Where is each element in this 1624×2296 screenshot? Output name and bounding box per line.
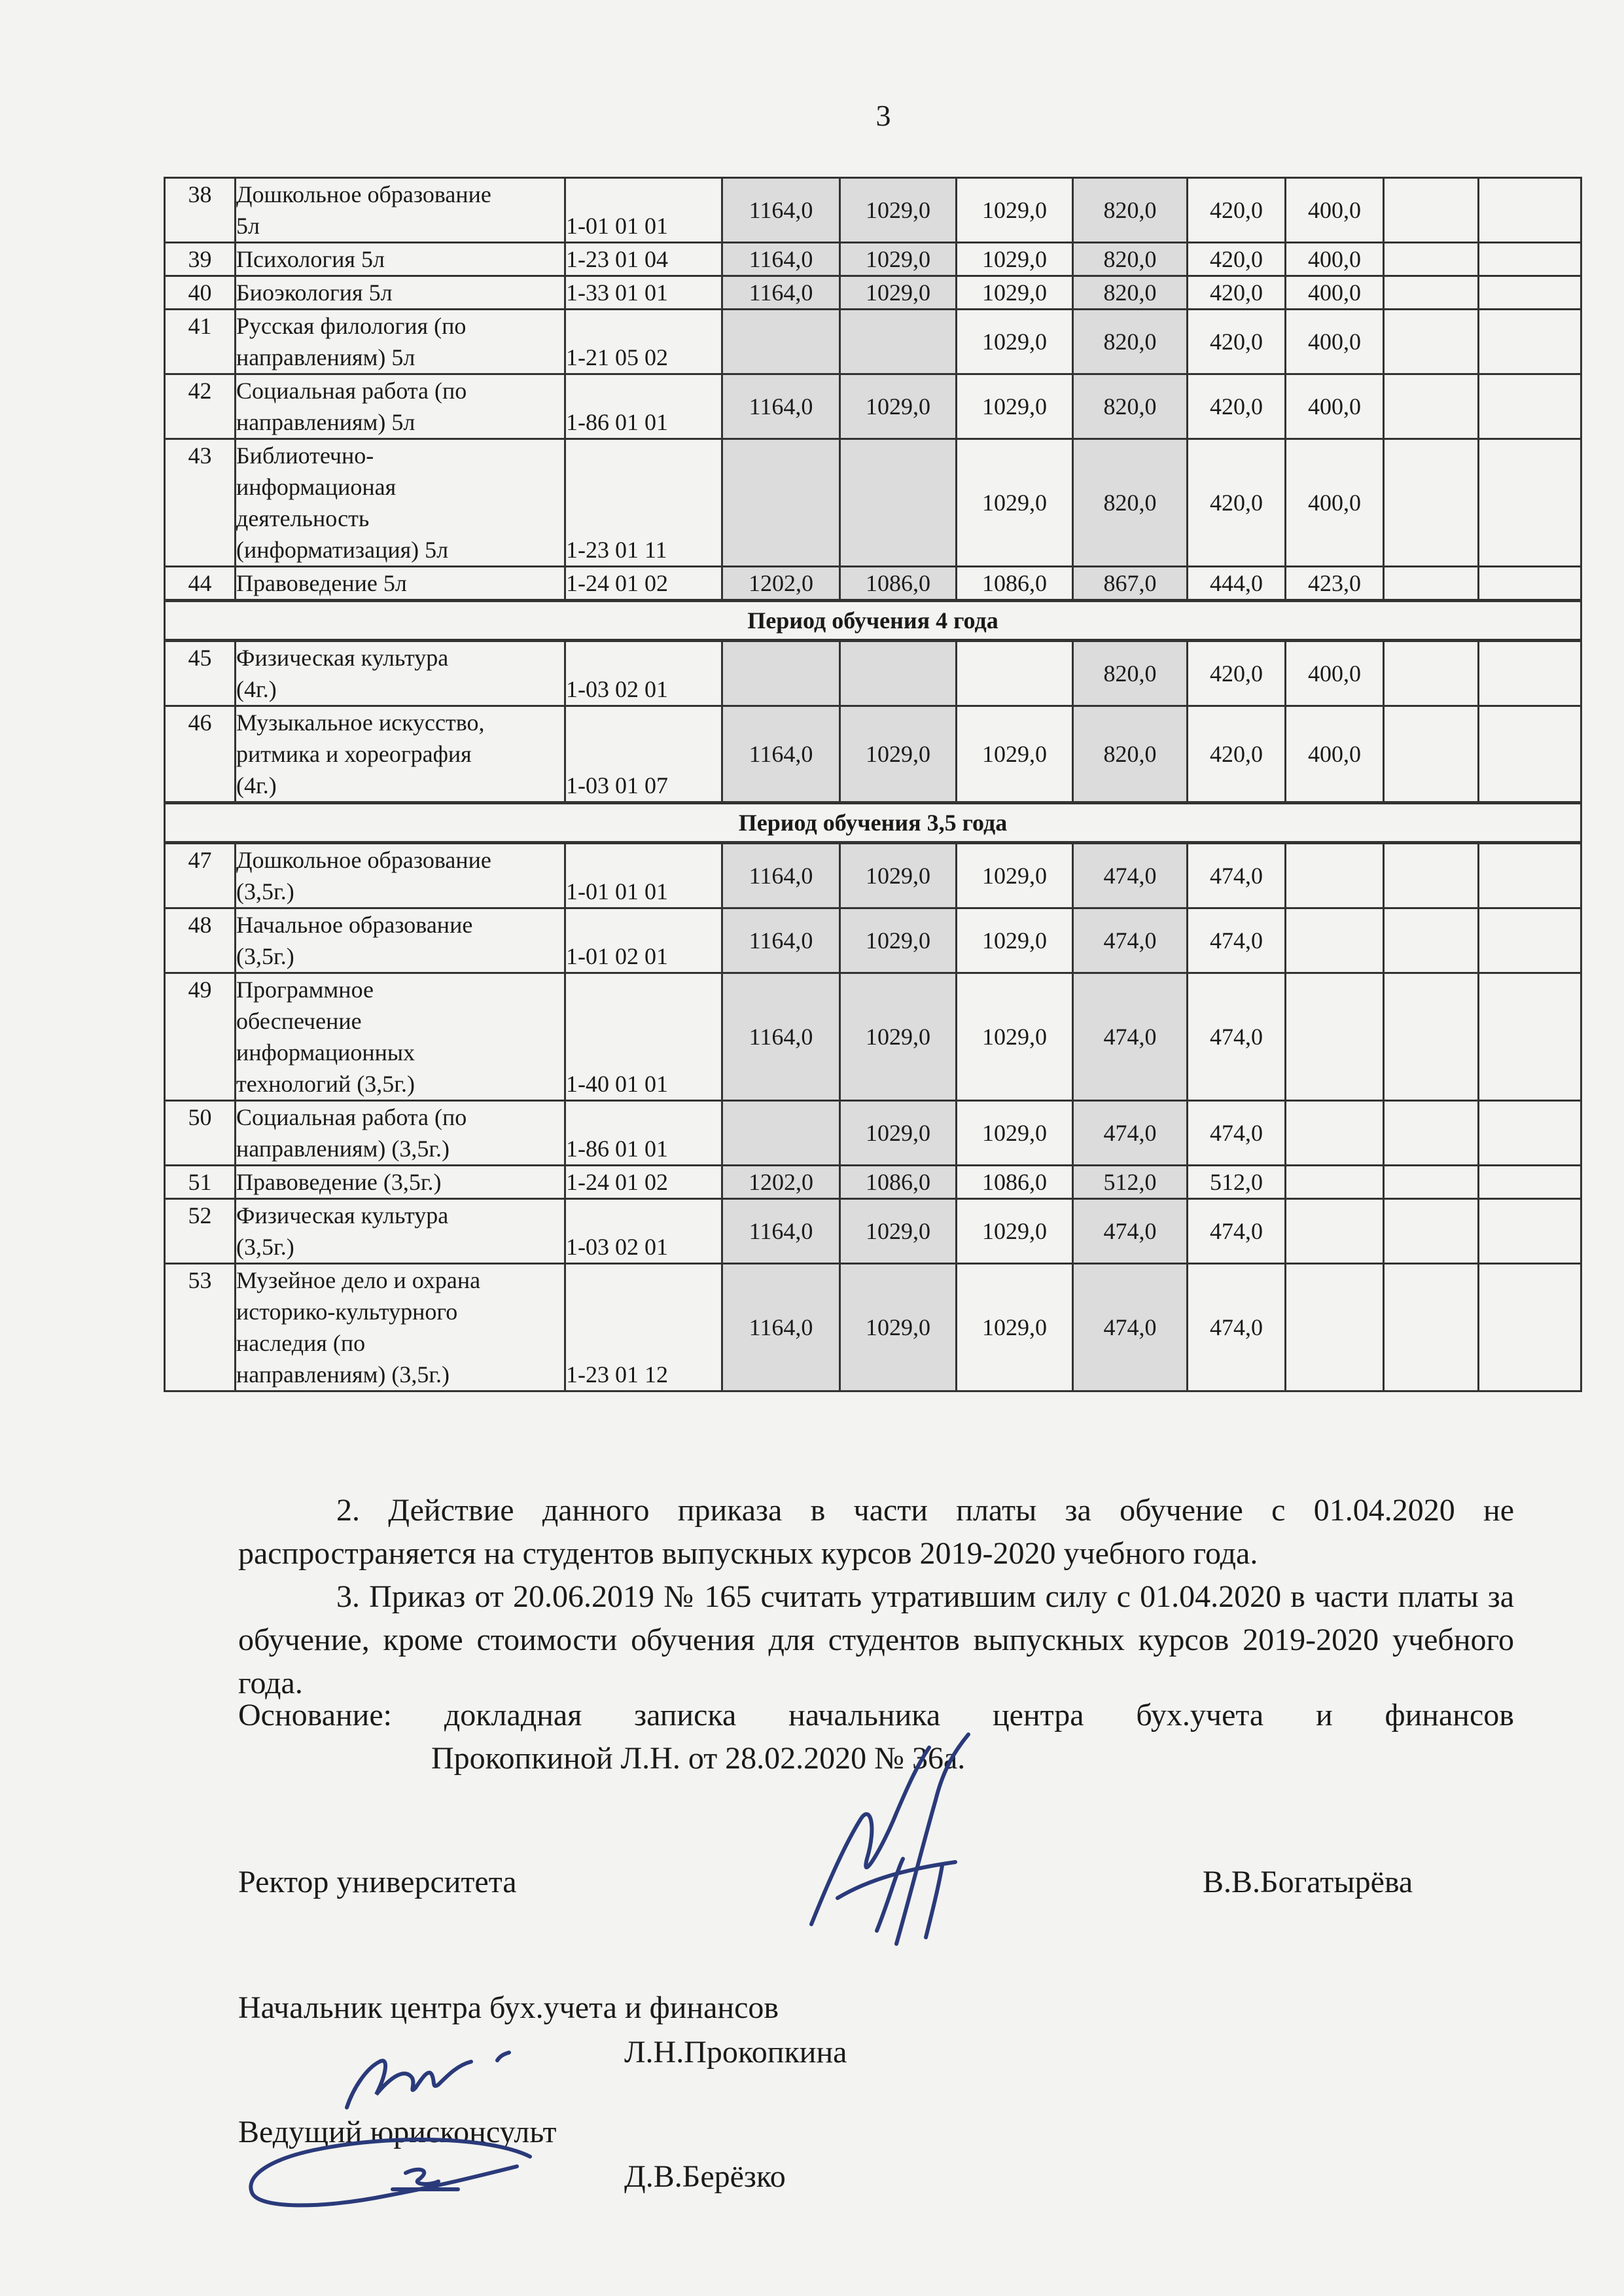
fee-cell: 820,0 xyxy=(1073,641,1188,706)
fee-cell xyxy=(1286,1264,1384,1391)
specialty-name-line: (информатизация) 5л xyxy=(236,537,449,563)
fee-cell xyxy=(1384,1264,1479,1391)
fee-cell xyxy=(1479,374,1581,439)
fee-cell xyxy=(1286,1166,1384,1199)
basis-word: докладная xyxy=(444,1698,582,1732)
fee-cell: 420,0 xyxy=(1188,310,1286,374)
specialty-name-line: Музыкальное искусство, xyxy=(236,709,485,736)
fee-cell xyxy=(1384,706,1479,803)
row-number: 50 xyxy=(165,1101,236,1166)
fee-cell: 820,0 xyxy=(1073,374,1188,439)
table-row xyxy=(165,178,1581,243)
specialty-name-line: Русская филология (по xyxy=(236,313,467,339)
table-row xyxy=(165,843,1581,908)
fee-cell: 1029,0 xyxy=(957,908,1073,973)
fee-cell: 1202,0 xyxy=(722,567,840,601)
specialty-code: 1-23 01 11 xyxy=(565,439,722,567)
specialty-name xyxy=(236,908,565,973)
specialty-name xyxy=(236,243,565,276)
specialty-name xyxy=(236,1166,565,1199)
row-number: 44 xyxy=(165,567,236,601)
fee-cell: 400,0 xyxy=(1286,641,1384,706)
row-number: 47 xyxy=(165,843,236,908)
fee-cell: 1029,0 xyxy=(840,178,957,243)
paragraph-2: 2. Действие данного приказа в части платы за обучение с 01.04.2020 не распространяется на студентов выпускных курсов 2019-2020 учебного года. xyxy=(238,1493,1514,1571)
specialty-code: 1-03 01 07 xyxy=(565,706,722,803)
fee-cell: 1164,0 xyxy=(722,243,840,276)
specialty-name-line: наследия (по xyxy=(236,1330,366,1356)
fee-cell: 820,0 xyxy=(1073,276,1188,310)
row-number: 45 xyxy=(165,641,236,706)
fee-cell: 420,0 xyxy=(1188,178,1286,243)
fee-cell: 1029,0 xyxy=(957,1199,1073,1264)
row-number: 48 xyxy=(165,908,236,973)
fee-cell xyxy=(1384,843,1479,908)
period-label: Период обучения 3,5 года xyxy=(165,803,1581,843)
table-row xyxy=(165,276,1581,310)
fee-cell xyxy=(957,641,1073,706)
fee-cell xyxy=(1479,1166,1581,1199)
fee-cell: 1029,0 xyxy=(957,706,1073,803)
fee-cell: 1029,0 xyxy=(840,276,957,310)
table-row xyxy=(165,310,1581,374)
fee-cell: 1164,0 xyxy=(722,973,840,1101)
fee-cell: 420,0 xyxy=(1188,706,1286,803)
paragraph-3: 3. Приказ от 20.06.2019 № 165 считать утратившим силу с 01.04.2020 в части платы за обучение, кроме стоимости обучения для студентов выпускных курсов 2019-2020 учебного года. xyxy=(238,1579,1514,1700)
specialty-name-line: Программное xyxy=(236,977,374,1003)
fee-cell xyxy=(1286,973,1384,1101)
fee-cell xyxy=(1384,908,1479,973)
fee-cell xyxy=(722,439,840,567)
specialty-name-line: Биоэкология 5л xyxy=(236,279,393,306)
specialty-name xyxy=(236,1264,565,1391)
specialty-name xyxy=(236,374,565,439)
fee-cell xyxy=(722,310,840,374)
fee-cell: 1164,0 xyxy=(722,1199,840,1264)
row-number: 39 xyxy=(165,243,236,276)
basis-word: и xyxy=(1316,1698,1333,1732)
fee-cell xyxy=(1479,908,1581,973)
specialty-name-line: Правоведение (3,5г.) xyxy=(236,1169,442,1195)
fee-cell xyxy=(1286,843,1384,908)
fee-cell: 1029,0 xyxy=(957,973,1073,1101)
fee-cell: 474,0 xyxy=(1073,1101,1188,1166)
specialty-name xyxy=(236,276,565,310)
fee-cell xyxy=(1384,178,1479,243)
specialty-name xyxy=(236,1199,565,1264)
fee-cell: 423,0 xyxy=(1286,567,1384,601)
fee-cell: 1029,0 xyxy=(840,908,957,973)
fee-cell: 420,0 xyxy=(1188,276,1286,310)
specialty-name-line: информационных xyxy=(236,1039,415,1066)
specialty-name xyxy=(236,178,565,243)
table-row xyxy=(165,908,1581,973)
row-number: 49 xyxy=(165,973,236,1101)
specialty-name-line: технологий (3,5г.) xyxy=(236,1071,415,1097)
accounting-name: Л.Н.Прокопкина xyxy=(624,2035,847,2070)
fee-cell: 1029,0 xyxy=(957,243,1073,276)
specialty-code: 1-24 01 02 xyxy=(565,567,722,601)
fee-cell: 1202,0 xyxy=(722,1166,840,1199)
row-number: 43 xyxy=(165,439,236,567)
fee-cell xyxy=(1384,310,1479,374)
specialty-name xyxy=(236,310,565,374)
fee-cell: 1029,0 xyxy=(840,243,957,276)
specialty-code: 1-40 01 01 xyxy=(565,973,722,1101)
fee-cell: 1029,0 xyxy=(957,276,1073,310)
specialty-name-line: направлениям) (3,5г.) xyxy=(236,1136,450,1162)
fee-cell: 400,0 xyxy=(1286,706,1384,803)
fee-cell: 400,0 xyxy=(1286,243,1384,276)
fee-cell: 1164,0 xyxy=(722,706,840,803)
row-number: 46 xyxy=(165,706,236,803)
fee-cell xyxy=(1286,1101,1384,1166)
fee-cell xyxy=(1479,1199,1581,1264)
specialty-code: 1-86 01 01 xyxy=(565,1101,722,1166)
specialty-code: 1-23 01 04 xyxy=(565,243,722,276)
fee-cell xyxy=(1479,843,1581,908)
fee-cell: 400,0 xyxy=(1286,310,1384,374)
table-row xyxy=(165,1101,1581,1166)
fee-cell: 1029,0 xyxy=(957,1101,1073,1166)
specialty-code: 1-03 02 01 xyxy=(565,1199,722,1264)
specialty-code: 1-01 01 01 xyxy=(565,178,722,243)
row-number: 41 xyxy=(165,310,236,374)
fee-cell: 1029,0 xyxy=(840,374,957,439)
fee-cell: 400,0 xyxy=(1286,374,1384,439)
fee-cell: 400,0 xyxy=(1286,178,1384,243)
fee-cell xyxy=(1479,567,1581,601)
row-number: 52 xyxy=(165,1199,236,1264)
basis-word: финансов xyxy=(1385,1698,1514,1732)
fee-cell xyxy=(840,641,957,706)
fee-cell xyxy=(1479,439,1581,567)
fee-cell: 1029,0 xyxy=(840,706,957,803)
table-row xyxy=(165,1199,1581,1264)
specialty-name-line: 5л xyxy=(236,213,260,239)
fee-table xyxy=(164,177,1582,1392)
fee-cell xyxy=(722,641,840,706)
fee-cell xyxy=(1286,1199,1384,1264)
specialty-name-line: ритмика и хореография xyxy=(236,741,472,767)
fee-cell: 420,0 xyxy=(1188,374,1286,439)
fee-cell: 512,0 xyxy=(1073,1166,1188,1199)
fee-cell: 820,0 xyxy=(1073,243,1188,276)
specialty-name-line: Социальная работа (по xyxy=(236,378,467,404)
fee-cell: 1086,0 xyxy=(840,1166,957,1199)
row-number: 53 xyxy=(165,1264,236,1391)
row-number: 51 xyxy=(165,1166,236,1199)
fee-cell xyxy=(1384,374,1479,439)
fee-cell: 474,0 xyxy=(1073,973,1188,1101)
fee-cell: 1164,0 xyxy=(722,908,840,973)
specialty-name-line: обеспечение xyxy=(236,1008,362,1034)
specialty-name xyxy=(236,973,565,1101)
specialty-code: 1-01 02 01 xyxy=(565,908,722,973)
basis-word: записка xyxy=(634,1698,737,1732)
fee-cell: 474,0 xyxy=(1188,908,1286,973)
fee-cell: 1029,0 xyxy=(840,843,957,908)
fee-cell: 474,0 xyxy=(1073,908,1188,973)
specialty-name-line: Психология 5л xyxy=(236,246,385,272)
fee-cell xyxy=(1479,706,1581,803)
fee-cell xyxy=(840,310,957,374)
fee-cell xyxy=(1384,439,1479,567)
specialty-name-line: направлениям) (3,5г.) xyxy=(236,1361,450,1388)
fee-cell: 1029,0 xyxy=(957,374,1073,439)
fee-cell xyxy=(1479,178,1581,243)
fee-cell xyxy=(1479,243,1581,276)
specialty-name-line: Начальное образование xyxy=(236,912,473,938)
fee-cell: 474,0 xyxy=(1188,1199,1286,1264)
fee-cell xyxy=(722,1101,840,1166)
fee-cell: 474,0 xyxy=(1073,1199,1188,1264)
basis-word: центра xyxy=(992,1698,1084,1732)
fee-cell xyxy=(1384,1199,1479,1264)
table-row xyxy=(165,1166,1581,1199)
specialty-code: 1-33 01 01 xyxy=(565,276,722,310)
specialty-name-line: (4г.) xyxy=(236,772,277,798)
fee-cell: 1029,0 xyxy=(957,1264,1073,1391)
fee-cell xyxy=(1479,276,1581,310)
row-number: 40 xyxy=(165,276,236,310)
fee-cell xyxy=(1479,641,1581,706)
fee-cell: 474,0 xyxy=(1188,843,1286,908)
fee-cell xyxy=(1479,1264,1581,1391)
rector-name: В.В.Богатырёва xyxy=(1203,1865,1413,1899)
rector-title: Ректор университета xyxy=(238,1865,517,1899)
specialty-name-line: направлениям) 5л xyxy=(236,344,415,370)
table-row xyxy=(165,243,1581,276)
fee-cell xyxy=(1479,1101,1581,1166)
legal-signature xyxy=(242,2124,569,2229)
fee-cell: 420,0 xyxy=(1188,439,1286,567)
specialty-code: 1-24 01 02 xyxy=(565,1166,722,1199)
specialty-name-line: (3,5г.) xyxy=(236,1234,294,1260)
legal-name: Д.В.Берёзко xyxy=(624,2159,786,2194)
specialty-name-line: Правоведение 5л xyxy=(236,570,407,596)
fee-cell: 400,0 xyxy=(1286,276,1384,310)
fee-cell: 820,0 xyxy=(1073,439,1188,567)
specialty-name-line: Физическая культура xyxy=(236,1202,449,1229)
basis-word: бух.учета xyxy=(1136,1698,1264,1732)
row-number: 38 xyxy=(165,178,236,243)
fee-cell xyxy=(1384,276,1479,310)
specialty-name-line: (3,5г.) xyxy=(236,878,294,905)
specialty-name-line: (3,5г.) xyxy=(236,943,294,969)
fee-cell: 820,0 xyxy=(1073,706,1188,803)
specialty-name-line: Дошкольное образование xyxy=(236,181,491,207)
fee-cell: 1164,0 xyxy=(722,374,840,439)
fee-cell xyxy=(1384,1101,1479,1166)
table-row xyxy=(165,567,1581,601)
specialty-name xyxy=(236,641,565,706)
specialty-code: 1-03 02 01 xyxy=(565,641,722,706)
fee-cell: 474,0 xyxy=(1188,1264,1286,1391)
page-number: 3 xyxy=(875,99,891,132)
table-row xyxy=(165,706,1581,803)
row-number: 42 xyxy=(165,374,236,439)
fee-cell: 1029,0 xyxy=(840,1199,957,1264)
specialty-code: 1-21 05 02 xyxy=(565,310,722,374)
specialty-name-line: Дошкольное образование xyxy=(236,847,491,873)
fee-cell: 512,0 xyxy=(1188,1166,1286,1199)
table-row xyxy=(165,641,1581,706)
fee-cell: 1029,0 xyxy=(957,178,1073,243)
fee-cell: 1029,0 xyxy=(840,973,957,1101)
fee-cell: 1164,0 xyxy=(722,1264,840,1391)
basis-line-2: Прокопкиной Л.Н. от 28.02.2020 № 36а. xyxy=(431,1741,966,1776)
fee-cell xyxy=(840,439,957,567)
fee-cell: 1029,0 xyxy=(957,439,1073,567)
specialty-code: 1-86 01 01 xyxy=(565,374,722,439)
specialty-name-line: Библиотечно- xyxy=(236,442,374,469)
fee-cell: 1086,0 xyxy=(957,1166,1073,1199)
specialty-name-line: информационая xyxy=(236,474,397,500)
fee-cell: 867,0 xyxy=(1073,567,1188,601)
accounting-signature xyxy=(340,2049,523,2121)
fee-cell: 474,0 xyxy=(1073,1264,1188,1391)
period-label: Период обучения 4 года xyxy=(165,601,1581,641)
fee-cell: 420,0 xyxy=(1188,243,1286,276)
specialty-name-line: Социальная работа (по xyxy=(236,1104,467,1130)
fee-cell: 1029,0 xyxy=(840,1264,957,1391)
fee-cell xyxy=(1286,908,1384,973)
fee-cell xyxy=(1384,641,1479,706)
specialty-name-line: Физическая культура xyxy=(236,645,449,671)
specialty-name-line: направлениям) 5л xyxy=(236,409,415,435)
specialty-name xyxy=(236,567,565,601)
fee-cell xyxy=(1479,973,1581,1101)
period-header xyxy=(165,601,1581,641)
accounting-title: Начальник центра бух.учета и финансов xyxy=(238,1990,779,2025)
fee-cell: 1029,0 xyxy=(957,843,1073,908)
specialty-name xyxy=(236,843,565,908)
fee-cell xyxy=(1384,1166,1479,1199)
fee-cell: 1029,0 xyxy=(957,310,1073,374)
table-row xyxy=(165,439,1581,567)
specialty-name-line: деятельность xyxy=(236,505,370,531)
specialty-name-line: (4г.) xyxy=(236,676,277,702)
specialty-name xyxy=(236,1101,565,1166)
fee-cell: 420,0 xyxy=(1188,641,1286,706)
period-header xyxy=(165,803,1581,843)
fee-cell: 1164,0 xyxy=(722,276,840,310)
fee-cell xyxy=(1384,567,1479,601)
fee-cell: 474,0 xyxy=(1188,973,1286,1101)
table-row xyxy=(165,1264,1581,1391)
fee-cell: 1086,0 xyxy=(840,567,957,601)
basis-word: Основание: xyxy=(238,1698,393,1732)
basis-word: начальника xyxy=(788,1698,941,1732)
fee-cell: 1086,0 xyxy=(957,567,1073,601)
fee-cell xyxy=(1384,243,1479,276)
fee-cell: 444,0 xyxy=(1188,567,1286,601)
fee-cell xyxy=(1479,310,1581,374)
legal-title: Ведущий юрисконсульт xyxy=(238,2115,557,2149)
specialty-code: 1-23 01 12 xyxy=(565,1264,722,1391)
specialty-name xyxy=(236,706,565,803)
fee-cell: 474,0 xyxy=(1073,843,1188,908)
specialty-name xyxy=(236,439,565,567)
fee-cell: 820,0 xyxy=(1073,310,1188,374)
specialty-code: 1-01 01 01 xyxy=(565,843,722,908)
rector-signature xyxy=(798,1728,1008,1977)
table-row xyxy=(165,374,1581,439)
fee-cell: 1164,0 xyxy=(722,178,840,243)
fee-cell: 1164,0 xyxy=(722,843,840,908)
fee-cell: 474,0 xyxy=(1188,1101,1286,1166)
fee-cell: 400,0 xyxy=(1286,439,1384,567)
fee-cell: 1029,0 xyxy=(840,1101,957,1166)
fee-cell: 820,0 xyxy=(1073,178,1188,243)
specialty-name-line: историко-культурного xyxy=(236,1299,458,1325)
table-row xyxy=(165,973,1581,1101)
fee-cell xyxy=(1384,973,1479,1101)
specialty-name-line: Музейное дело и охрана xyxy=(236,1267,481,1293)
